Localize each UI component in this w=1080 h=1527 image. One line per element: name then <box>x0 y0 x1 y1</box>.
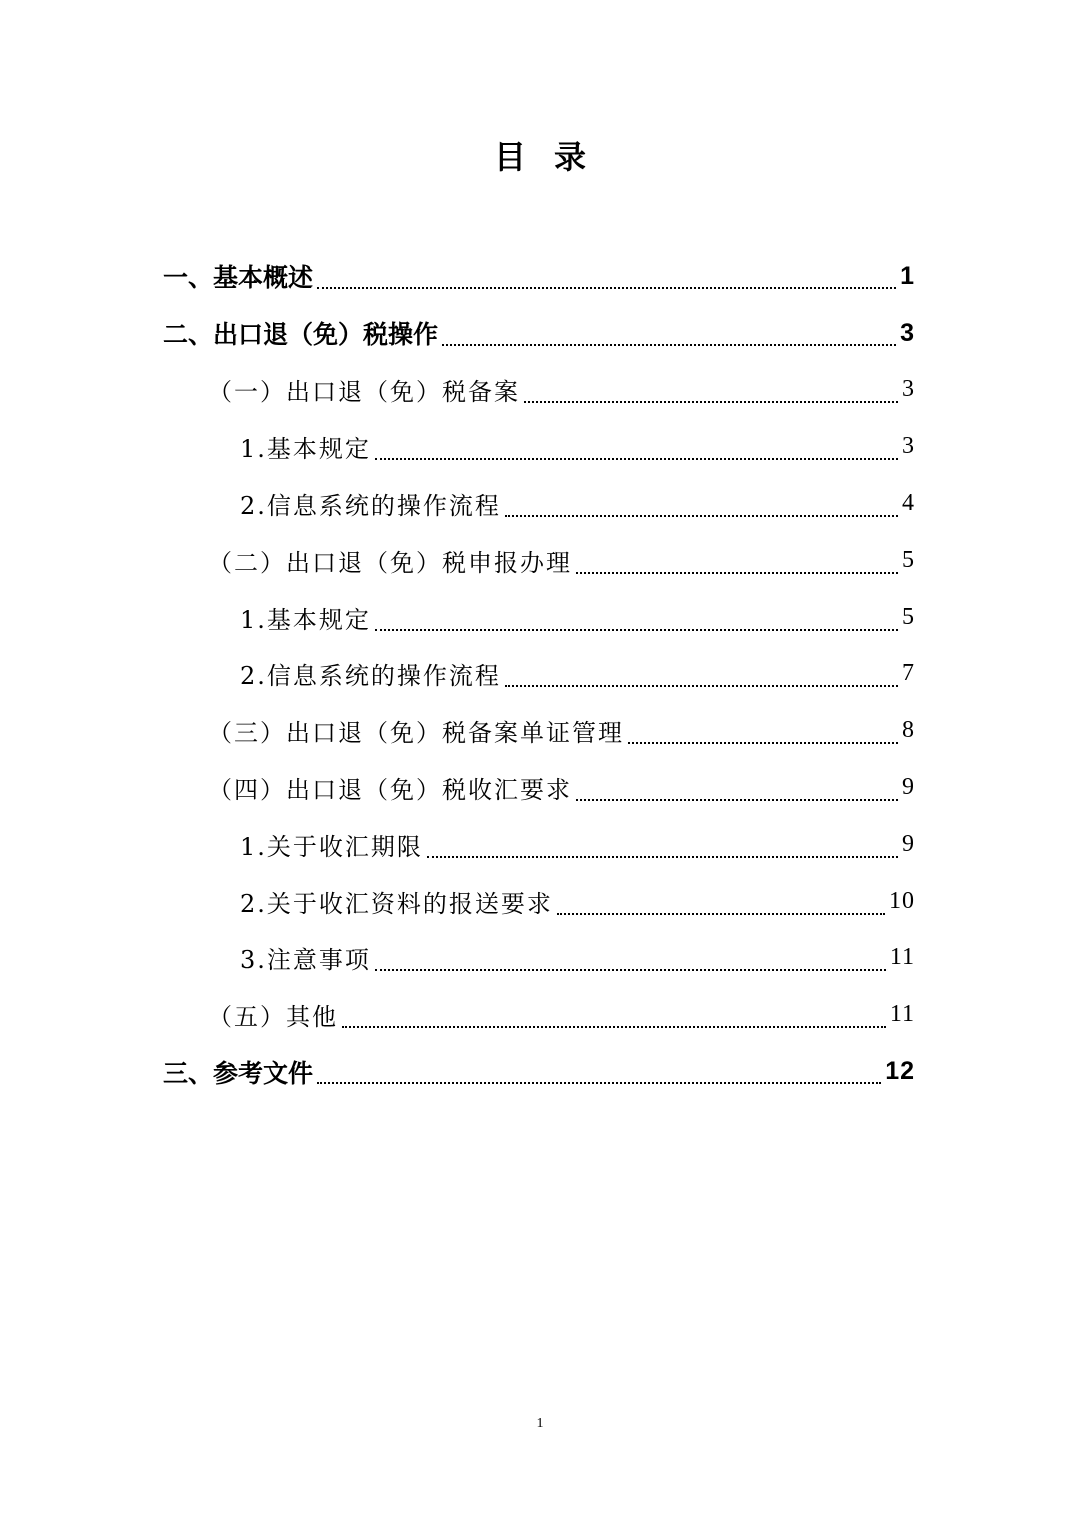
toc-entry-label: 2.信息系统的操作流程 <box>240 662 501 691</box>
toc-dot-leader <box>628 742 898 744</box>
toc-entry[interactable] <box>0 248 1080 305</box>
page-title: 目录 <box>493 138 614 176</box>
toc-entry-page: 3 <box>900 318 915 347</box>
toc-entry-page: 7 <box>902 660 915 687</box>
toc-entry-page: 11 <box>889 1001 915 1028</box>
toc-entry[interactable] <box>0 475 1080 532</box>
toc-dot-leader <box>524 401 898 403</box>
toc-entry-label: 1.基本规定 <box>240 605 371 634</box>
toc-entry-label: 三、参考文件 <box>163 1058 314 1088</box>
toc-entry-page: 5 <box>902 546 915 573</box>
toc-entry-page: 11 <box>889 944 915 971</box>
toc-entry[interactable] <box>0 418 1080 475</box>
toc-dot-leader <box>505 685 898 687</box>
toc-entry[interactable] <box>0 532 1080 589</box>
toc-dot-leader <box>576 799 898 801</box>
toc-entry[interactable] <box>0 873 1080 930</box>
footer-page-number: 1 <box>536 1416 544 1431</box>
toc-entry[interactable] <box>0 986 1080 1043</box>
toc-entry[interactable] <box>0 646 1080 703</box>
toc-entry-page: 10 <box>889 887 915 914</box>
toc-dot-leader <box>317 1082 881 1084</box>
toc-entry-page: 3 <box>902 376 915 403</box>
toc-entry-label: 3.注意事项 <box>240 946 371 975</box>
table-of-contents <box>0 248 1080 1100</box>
toc-entry-label: 2.信息系统的操作流程 <box>240 492 501 521</box>
toc-entry[interactable] <box>0 362 1080 419</box>
toc-dot-leader <box>342 1026 886 1028</box>
toc-entry-label: （三）出口退（免）税备案单证管理 <box>208 719 624 748</box>
toc-entry-label: （四）出口退（免）税收汇要求 <box>208 776 572 805</box>
toc-entry-page: 12 <box>885 1057 915 1086</box>
toc-dot-leader <box>557 913 885 915</box>
toc-entry-page: 9 <box>902 774 915 801</box>
toc-entry-page: 5 <box>902 603 915 630</box>
toc-dot-leader <box>576 572 898 574</box>
toc-entry-label: （五）其他 <box>208 1003 338 1032</box>
toc-entry-label: 二、出口退（免）税操作 <box>163 320 439 350</box>
toc-entry-page: 8 <box>902 717 915 744</box>
toc-entry[interactable] <box>0 702 1080 759</box>
toc-entry[interactable] <box>0 1043 1080 1100</box>
toc-entry-page: 1 <box>900 261 915 290</box>
toc-entry-label: （一）出口退（免）税备案 <box>208 378 520 407</box>
toc-entry[interactable] <box>0 305 1080 362</box>
toc-dot-leader <box>375 629 898 631</box>
toc-entry-label: 2.关于收汇资料的报送要求 <box>240 889 553 918</box>
toc-dot-leader <box>427 856 898 858</box>
toc-dot-leader <box>317 287 896 289</box>
toc-entry-label: 1.基本规定 <box>240 435 371 464</box>
toc-entry-label: 1.关于收汇期限 <box>240 832 423 861</box>
toc-entry-page: 3 <box>902 433 915 460</box>
toc-entry[interactable] <box>0 759 1080 816</box>
toc-entry-label: （二）出口退（免）税申报办理 <box>208 548 572 577</box>
toc-entry-page: 9 <box>902 830 915 857</box>
toc-dot-leader <box>375 458 898 460</box>
toc-entry[interactable] <box>0 930 1080 987</box>
toc-dot-leader <box>505 515 898 517</box>
toc-entry[interactable] <box>0 589 1080 646</box>
toc-dot-leader <box>442 344 896 346</box>
toc-dot-leader <box>375 969 886 971</box>
toc-entry-page: 4 <box>902 490 915 517</box>
toc-entry-label: 一、基本概述 <box>163 263 314 293</box>
toc-entry[interactable] <box>0 816 1080 873</box>
